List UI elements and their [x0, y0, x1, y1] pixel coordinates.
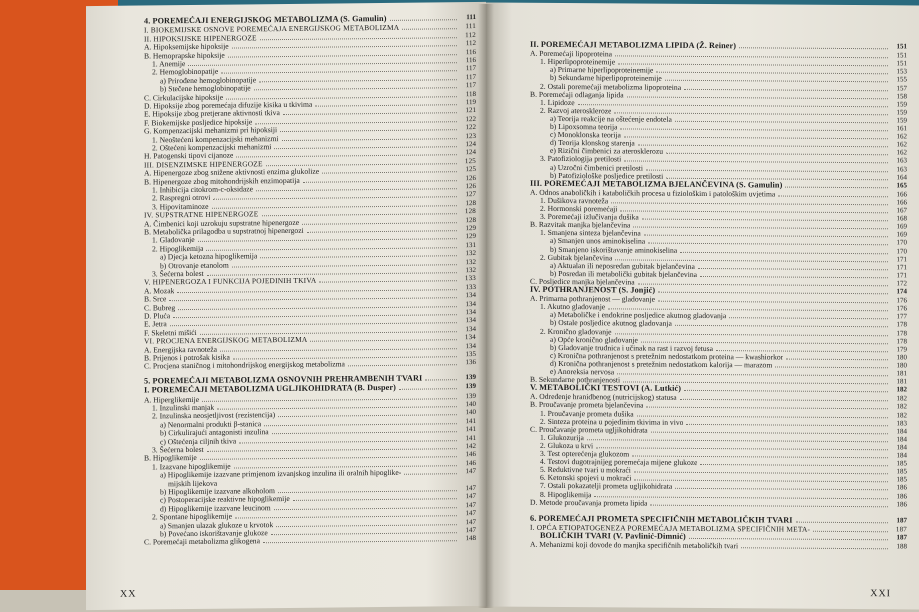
toc-entry-title: A. Poremećaji lipoproteina: [530, 48, 613, 59]
toc-page-number: 170: [896, 246, 907, 255]
toc-entry-title: a) Hipoglikemije izazvane primjenom izvanjskog inzulina ili oralnih hipoglike-: [160, 467, 402, 480]
toc-entry-title: IV. POTHRANJENOST (S. Jonjić): [530, 284, 656, 295]
toc-entry-title: d) Hipoglikemije izazvane leucinom: [160, 502, 271, 514]
toc-entry-title: mijskih lijekova: [168, 478, 218, 488]
toc-page-number: 140: [465, 408, 476, 417]
toc-page-number: 158: [896, 91, 907, 101]
toc-page-number: 159: [896, 108, 907, 117]
toc-entry-title: a) Uzročni čimbenici pretilosti: [550, 162, 643, 173]
toc-page-number: 159: [896, 100, 907, 109]
toc-page-number: 147: [465, 492, 476, 501]
toc-entry-title: 2. Hormonski poremećaji: [540, 203, 618, 214]
toc-entry: [486, 538, 919, 551]
toc-page-number: 181: [896, 369, 907, 378]
toc-page-number: 159: [896, 116, 907, 125]
toc-entry: [486, 496, 919, 509]
toc-page-number: 139: [465, 372, 476, 381]
toc-entry-title: a) Opće kronično gladovanje: [550, 334, 638, 345]
toc-page-number: 186: [896, 491, 907, 500]
dot-leader: [390, 19, 457, 21]
toc-page-number: 188: [896, 542, 907, 551]
toc-entry-title: G. Kompenzacijski mehanizmi pri hipoksiji: [144, 125, 278, 136]
toc-entry-title: 3. Šećerna bolest: [152, 268, 204, 279]
toc-entry-title: a) Primarne hiperlipoproteinemije: [550, 65, 654, 75]
toc-entry-title: c) Kronična pothranjenost s pretežnim nedostatkom proteina — kwashiorkor: [550, 350, 784, 362]
toc-entry-title: b) Povećano iskorištavanje glukoze: [160, 528, 268, 539]
toc-page-number: 187: [896, 516, 907, 525]
toc-entry-title: A. Hiperglikemije: [144, 394, 200, 405]
toc-page-number: 186: [896, 483, 907, 492]
toc-page-number: 132: [465, 249, 476, 258]
toc-page-number: 184: [896, 443, 907, 452]
toc-page-number: 168: [896, 214, 907, 223]
toc-page-number: 170: [896, 238, 907, 247]
toc-page-number: 117: [465, 81, 476, 90]
toc-page-number: 162: [896, 148, 907, 157]
toc-entry-title: E. Hipoksije zbog pretjerane aktivnosti tkiva: [144, 108, 280, 119]
toc-entry-title: B. Prijenos i potrošak kisika: [144, 352, 230, 363]
toc-entry-title: A. Energijska ravnoteža: [144, 344, 218, 355]
toc-page-number: 147: [465, 500, 476, 509]
toc-page-number: 147: [465, 517, 476, 526]
toc-entry-title: I. POREMEĆAJI METABOLIZMA UGLJIKOHIDRATA (B. Dusper): [144, 383, 396, 395]
toc-entry-title: 5. POREMEĆAJI METABOLIZMA OSNOVNIH PREHRAMBENIH TVARI: [144, 373, 423, 386]
toc-page-number: 184: [896, 451, 907, 460]
toc-entry-title: e) Anoreksia nervosa: [550, 366, 615, 377]
toc-page-number: 131: [465, 240, 476, 249]
toc-entry-title: 1. Smanjena sinteza bjelančevina: [540, 228, 641, 238]
dot-leader: [425, 379, 457, 380]
toc-entry-title: a) Djecja ketozna hipoglikemija: [160, 251, 258, 262]
toc-entry-title: 2. Spontane hipoglikemije: [152, 511, 232, 522]
toc-page-number: 176: [896, 304, 907, 313]
toc-entry-title: F. Skeletni mišići: [144, 327, 197, 338]
toc-page-number: 146: [465, 458, 476, 467]
dot-leader: [650, 504, 888, 507]
toc-page-number: 179: [896, 345, 907, 354]
toc-entry-title: 1. Lipidoze: [540, 97, 575, 107]
toc-entry-title: c) Oštećenja ciljnih tkiva: [160, 436, 237, 446]
toc-page-number: 151: [896, 51, 907, 60]
toc-entry-title: B. Hipoglikemije: [144, 453, 197, 463]
toc-entry-title: a) Metaboličke i endokrine posljedice akutnog gladovanja: [550, 310, 727, 321]
toc-entry-title: 3. Šećerna bolest: [152, 444, 204, 455]
toc-page-number: 132: [465, 257, 476, 266]
toc-page-number: 116: [465, 47, 476, 56]
toc-entry-title: D. Hipoksije zbog poremećaja difuzije kisika u tkivima: [144, 99, 313, 111]
toc-page-number: 182: [896, 385, 907, 394]
toc-entry-title: b) Lipoxsomna teorija: [550, 121, 618, 132]
toc-page-number: 141: [465, 416, 476, 425]
toc-entry-title: I. OPĆA ETIOPATOGENEZA POREMEĆAJA METABOLIZMA SPECIFIČNIH META-: [530, 522, 811, 534]
dot-leader: [348, 365, 457, 367]
toc-entry-title: A. Odnos anaboličkih i kataboličkih procesa u fiziološkim i patološkim uvjetima: [530, 187, 776, 199]
toc-page-number: 134: [465, 308, 476, 317]
toc-entry-title: a) Smanjen ulazak glukoze u krvotok: [160, 519, 274, 530]
toc-entry-title: b) Hipoglikemije izazvane alkoholom: [160, 486, 275, 497]
toc-entry-title: B. Hipenergoze zbog mitohondrijskih enzimopatija: [144, 175, 300, 187]
toc-entry-title: b) Gladovanje trudnica i učinak na rast i razvoj fetusa: [550, 342, 713, 353]
toc-entry-title: E. Jetra: [144, 319, 167, 329]
toc-entry-title: 1. Neoštećeni kompenzacijski mehanizmi: [152, 133, 279, 144]
toc-page-number: 116: [465, 56, 476, 65]
toc-page-number: 125: [465, 165, 476, 174]
toc-page-number: 133: [465, 282, 476, 291]
toc-entry-title: C. Posljedice manjka bjelančevina: [530, 276, 635, 287]
toc-entry-title: 2. Oštećeni kompenzacijski mehanizmi: [152, 142, 272, 153]
toc-page-number: 151: [896, 42, 907, 51]
toc-entry-title: 1. Dušikova ravnoteža: [540, 195, 609, 206]
toc-entry-title: B. Srce: [144, 294, 167, 304]
toc-entry-title: 4. Testovi dugotrajnijeg poremećaja mijene glukoze: [540, 456, 698, 468]
toc-entry-title: 8. Hipoglikemija: [540, 489, 592, 499]
toc-entry-title: C. Poremećaji metabolizma glikogena: [144, 536, 260, 547]
toc-entry-title: 1. Gladovanje: [152, 235, 195, 245]
toc-entry-title: 1. Hiperlipoproteinemije: [540, 57, 616, 67]
toc-entry-title: 1. Glukozurija: [540, 432, 584, 442]
toc-entry-title: 1. Inzulinski manjak: [152, 402, 215, 413]
toc-page-number: 129: [465, 232, 476, 241]
toc-page-number: 111: [466, 13, 476, 22]
toc-page-number: 171: [896, 254, 907, 264]
toc-page-number: 136: [465, 358, 476, 367]
left-page-number: XX: [120, 588, 137, 600]
toc-entry-title: d) Kronična pothranjenost s pretežnim nedostatkom kalorija — marazom: [550, 358, 773, 370]
toc-entry-title: b) Ostale posljedice akutnog gladovanja: [550, 318, 672, 329]
toc-entry-title: 5. Reduktivne tvari u mokraći: [540, 465, 631, 475]
toc-page-number: 134: [464, 333, 476, 342]
toc-page-number: 177: [896, 312, 907, 321]
toc-page-number: 147: [465, 526, 476, 535]
toc-entry-title: VI. PROCJENA ENERGIJSKOG METABOLIZMA: [144, 334, 308, 346]
toc-entry-title: 6. Ketonski spojevi u mokraći: [540, 473, 632, 483]
toc-entry-title: a) Prirođene hemoglobinopatije: [160, 75, 257, 86]
toc-page-number: 124: [465, 148, 476, 157]
toc-page-number: 148: [465, 534, 476, 543]
toc-page-number: 146: [465, 450, 476, 459]
left-page: [86, 2, 486, 610]
toc-entry-title: 2. Glukoza u krvi: [540, 440, 594, 451]
toc-entry-title: e) Rizični čimbenici za aterosklerozu: [550, 146, 664, 157]
toc-page-number: 185: [896, 467, 907, 476]
dot-leader: [741, 547, 888, 549]
toc-entry-title: C. Procjena staničnog i mitohondrijskog energijskog metabolizma: [144, 359, 345, 371]
toc-page-number: 122: [465, 123, 476, 132]
toc-page-number: 135: [465, 350, 476, 359]
toc-page-number: 141: [465, 433, 476, 442]
toc-entry-title: b) Posredan ili metabolički gubitak bjelančevina: [550, 268, 697, 279]
toc-page-number: 119: [465, 98, 476, 107]
dot-leader: [263, 541, 457, 544]
toc-page-number: 166: [896, 198, 907, 207]
toc-page-number: 176: [896, 296, 907, 305]
toc-page-number: 186: [896, 499, 907, 509]
toc-page-number: 162: [896, 132, 907, 141]
toc-page-number: 134: [465, 299, 476, 308]
toc-page-number: 167: [896, 206, 907, 215]
toc-page-number: 171: [896, 263, 907, 272]
toc-entry-title: V. METABOLIČKI TESTOVI (A. Lutkić): [530, 382, 682, 394]
toc-page-number: 118: [465, 89, 476, 98]
toc-entry-title: 4. POREMEĆAJI ENERGIJSKOG METABOLIZMA (S. Gamulin): [144, 13, 387, 26]
toc-page-number: 128: [465, 198, 476, 207]
toc-entry-title: A. Mozak: [144, 285, 175, 296]
toc-entry-title: 7. Ostali pokazatelji prometa ugljikohidrata: [540, 481, 673, 492]
toc-entry-title: A. Čimbenici koji uzrokuju supstratne hipenergoze: [144, 217, 300, 229]
toc-page-number: 178: [896, 336, 907, 346]
toc-entry-title: 1. Anemije: [152, 59, 186, 69]
toc-page-number: 147: [465, 467, 476, 476]
toc-page-number: 122: [465, 114, 476, 123]
toc-entry-title: 2. Raspregni otrovi: [152, 193, 211, 203]
toc-page-number: 180: [896, 361, 907, 370]
toc-page-number: 117: [465, 64, 476, 73]
toc-entry-title: A. Hipoksemijske hipoksije: [144, 41, 229, 52]
toc-page-number: 142: [465, 442, 476, 451]
toc-page-number: 134: [465, 341, 476, 350]
toc-page-number: 187: [896, 533, 907, 542]
toc-page-number: 128: [464, 207, 476, 216]
toc-entry-title: F. Biokemijske posljedice hipoksije: [144, 117, 253, 128]
toc-page-number: 134: [465, 291, 476, 300]
toc-entry-title: II. HIPOKSIJSKE HIPENERGOZE: [144, 33, 257, 44]
toc-entry-title: c) Postoperacijske reaktivne hipoglikemije: [160, 494, 290, 505]
toc-entry-title: b) Stečene hemoglobinopatije: [160, 83, 251, 94]
toc-entry-title: BOLIČKIH TVARI (V. Pavlinić-Dimnić): [540, 530, 686, 541]
toc-page-number: 133: [464, 274, 476, 283]
toc-page-number: 134: [465, 324, 476, 333]
toc-entry-title: B. Proučavanje prometa bjelančevina: [530, 400, 644, 410]
toc-page-number: 139: [465, 382, 476, 391]
toc-entry-title: b) Smanjeno iskorištavanje aminokiselina: [550, 244, 678, 255]
right-page-number: XXI: [870, 588, 891, 600]
toc-page-number: 182: [896, 394, 907, 403]
toc-page-number: 128: [465, 215, 476, 224]
toc-page-number: 180: [896, 353, 907, 362]
toc-entry-title: b) Patofiziološke posljedice pretilosti: [550, 170, 664, 181]
toc-page-number: 139: [465, 391, 476, 400]
toc-page-number: 164: [896, 172, 907, 182]
toc-page-number: 126: [465, 173, 476, 182]
toc-page-number: 185: [896, 459, 907, 468]
toc-entry-title: B. Razvitak manjka bjelančevina: [530, 219, 631, 230]
toc-page-number: 165: [896, 181, 907, 190]
toc-page-number: 163: [896, 164, 907, 173]
toc-entry-title: D. Pluća: [144, 311, 171, 321]
toc-page-number: 147: [465, 509, 476, 518]
toc-page-number: 174: [896, 287, 907, 296]
toc-entry-title: A. Mehanizmi koji dovode do manjka specifičnih metaboličkih tvari: [530, 539, 739, 551]
toc-page-number: 112: [465, 30, 476, 39]
toc-page-number: 121: [465, 106, 476, 115]
toc-entry-title: C. Bubreg: [144, 302, 176, 313]
toc-entry-title: 2. Hipoglikemija: [152, 243, 204, 254]
toc-page-number: 127: [465, 190, 476, 199]
toc-page-number: 172: [896, 279, 907, 288]
toc-page-number: 182: [896, 410, 907, 419]
toc-page-number: 141: [465, 425, 476, 434]
toc-entry-title: A. Primarna pothranjenost — gladovanje: [530, 293, 656, 304]
toc-page-number: 126: [465, 182, 476, 191]
toc-entry-title: C. Proučavanje prometa ugljikohidrata: [530, 424, 648, 435]
toc-page-number: 125: [464, 156, 476, 165]
toc-page-number: 169: [896, 222, 907, 231]
toc-entry-title: B. Poremećaji odlaganja lipida: [530, 89, 624, 100]
toc-entry-title: 1. Inhibicija citokrom-c-oksidaze: [152, 184, 254, 195]
toc-page-number: 161: [896, 124, 907, 133]
toc-entry-title: H. Patogenski tipovi cijanoze: [144, 150, 234, 161]
toc-entry-title: 2. Sinteza proteina u pojedinim tkivima in vivo: [540, 416, 684, 427]
toc-entry-title: 3. Hipovitaminoze: [152, 201, 209, 212]
toc-page-number: 182: [896, 402, 907, 411]
toc-entry-title: 2. Hemoglobinopatije: [152, 67, 219, 77]
toc-page-number: 151: [896, 59, 907, 68]
toc-entry-title: 2. Kronično gladovanje: [540, 326, 612, 336]
toc-entry-title: B. Metabolička prilagodba u supstratnoj hipenergozi: [144, 225, 304, 237]
toc-page-number: 132: [465, 266, 476, 275]
toc-page-number: 184: [896, 427, 907, 436]
toc-entry-title: a) Smanjen unos aminokiselina: [550, 236, 646, 246]
toc-page-number: 153: [896, 67, 907, 76]
toc-entry-title: a) Nenormalni produkti β-stanica: [160, 419, 262, 430]
toc-page-number: 140: [465, 400, 476, 409]
toc-page-number: 163: [896, 156, 907, 165]
toc-page-number: 155: [896, 75, 907, 84]
toc-page-number: 169: [896, 230, 907, 239]
toc-page-number: 184: [896, 435, 907, 444]
toc-entry-title: a) Aktualan ili neposredan gubitak bjelančevina: [550, 260, 695, 271]
toc-entry-title: C. Cirkulacijske hipoksije: [144, 92, 224, 103]
toc-entry-title: B. Sekundarne pothranjenosti: [530, 374, 621, 385]
toc-entry-title: V. HIPENERGOZA I FUNKCIJA POJEDINIH TKIVA: [144, 276, 317, 287]
toc-page-number: 129: [465, 224, 476, 233]
toc-entry-title: 2. Inzulinska neosjetljivost (rezistencija): [152, 410, 276, 421]
toc-entry-title: b) Otrovanje etanolom: [160, 260, 229, 270]
toc-page-number: 178: [896, 328, 907, 337]
toc-page-number: 178: [896, 320, 907, 329]
toc-entry-title: c) Monoklonska teorija: [550, 130, 621, 140]
book-gutter: [478, 4, 494, 608]
right-page: [486, 2, 919, 609]
toc-entry-title: 1. Proučavanje prometa dušika: [540, 408, 634, 419]
toc-entry-title: II. POREMEĆAJI METABOLIZMA LIPIDA (Ž. Reiner): [530, 39, 737, 51]
toc-entry-title: III. DISENZIMSKE HIPENERGOZE: [144, 159, 263, 170]
toc-entry-title: D. Metode proučavanja prometa lipida: [530, 497, 648, 508]
toc-page-number: 181: [896, 377, 907, 386]
toc-page-number: 123: [465, 131, 476, 140]
toc-page-number: 157: [896, 83, 907, 92]
toc-page-number: 124: [465, 140, 476, 149]
toc-page-number: 185: [896, 475, 907, 484]
toc-entry-title: b) Sekundarne hiperlipoproteinemije: [550, 73, 662, 84]
toc-entry-title: 3. Patofiziologija pretilosti: [540, 154, 622, 164]
toc-entry-title: 3. Poremećaji izlučivanja dušika: [540, 211, 639, 222]
toc-entry-title: a) Teorija reakcije na oštećenje endotela: [550, 113, 672, 124]
toc-entry-title: b) Cirkulirajući antagonisti inzulina: [160, 427, 269, 438]
toc-page-number: 112: [465, 39, 476, 48]
toc-entry-title: A. Hipenergoze zbog snižene aktivnosti enzima glukolize: [144, 166, 320, 178]
toc-entry-title: 1. Izazvane hipoglikemije: [152, 461, 231, 472]
toc-page-number: 117: [465, 72, 476, 81]
toc-page-number: 166: [896, 190, 907, 199]
toc-entry-title: 2. Ostali poremećaji metabolizma lipoproteina: [540, 81, 682, 92]
toc-page-number: 183: [896, 418, 907, 428]
toc-entry-title: I. BIOKEMIJSKE OSNOVE POREMEĆAJA ENERGIJSKOG METABOLIZMA: [144, 23, 400, 35]
toc-entry-title: 3. Test opterećenja glukozom: [540, 448, 630, 459]
toc-entry-title: 2. Gubitak bjelančevina: [540, 252, 613, 262]
toc-page-number: 111: [465, 22, 476, 31]
toc-entry-title: III. POREMEĆAJI METABOLIZMA BJELANČEVINA (S. Gamulin): [530, 178, 783, 190]
toc-entry-title: d) Teorija klonskog starenja: [550, 138, 635, 148]
toc-page-number: 162: [896, 140, 907, 149]
toc-entry-title: 1. Akutno gladovanje: [540, 302, 606, 312]
toc-page-number: 171: [896, 271, 907, 280]
toc-page-number: 187: [895, 525, 907, 534]
toc-entry-title: A. Određenje hranidbenog (nutricijskog) statusa: [530, 392, 677, 403]
dot-leader: [399, 388, 457, 390]
toc-page-number: 147: [465, 484, 476, 493]
toc-entry-title: 6. POREMEĆAJI PROMETA SPECIFIČNIH METABOLIČKIH TVARI: [530, 513, 793, 525]
toc-entry-title: B. Hemoprapske hipoksije: [144, 50, 225, 61]
toc-entry-title: 2. Razvoj ateroskleroze: [540, 105, 612, 116]
toc-page-number: 134: [465, 316, 476, 325]
toc-entry-title: IV. SUPSTRATNE HIPENERGOZE: [144, 209, 259, 220]
